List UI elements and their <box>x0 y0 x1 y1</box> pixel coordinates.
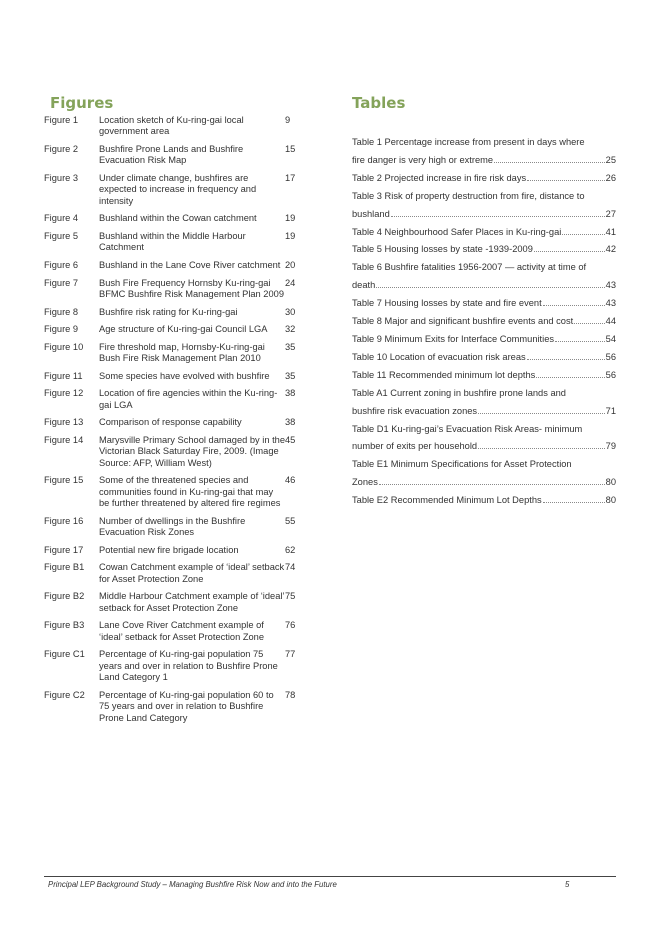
figure-page-number: 75 <box>285 591 296 602</box>
table-title-text: Zones <box>352 477 378 488</box>
table-page-number: 80 <box>605 477 616 488</box>
table-title-text: Table 4 Neighbourhood Safer Places in Ku-ring-gai <box>352 226 562 237</box>
figure-number: Figure 10 <box>44 341 84 352</box>
footer-page-number: 5 <box>565 880 570 889</box>
figure-title: Bushland within the Middle Harbour Catchment <box>99 231 246 253</box>
table-entry-line <box>352 367 616 385</box>
figure-number: Figure 16 <box>44 515 84 526</box>
figure-number: Figure 12 <box>44 388 84 399</box>
dot-leader <box>543 304 605 306</box>
table-page-number: 43 <box>605 298 616 309</box>
table-title-text: Table 1 Percentage increase from present in days where <box>352 137 585 147</box>
figure-title: Fire threshold map, Hornsby-Ku-ring-gai Bush Fire Risk Management Plan 2010 <box>99 341 265 364</box>
table-page-number: 54 <box>605 333 616 344</box>
table-entry-line <box>352 492 616 510</box>
dot-leader <box>527 179 605 181</box>
figure-entry[interactable] <box>44 324 306 335</box>
figure-title: Age structure of Ku-ring-gai Council LGA <box>99 324 268 335</box>
figure-number: Figure 2 <box>44 144 79 154</box>
figure-number: Figure 17 <box>44 544 84 555</box>
table-title-text: bushland <box>352 208 390 219</box>
figure-page-number: 35 <box>285 341 296 352</box>
figure-title: Lane Cove River Catchment example of ‘ideal’ setback for Asset Protection Zone <box>99 620 265 642</box>
table-title-text: fire danger is very high or extreme <box>352 154 494 165</box>
figure-entry[interactable] <box>44 690 306 724</box>
table-entry-line <box>352 331 616 349</box>
table-entry[interactable] <box>352 385 616 421</box>
table-title-text: Table 9 Minimum Exits for Interface Communities <box>352 333 555 344</box>
table-title-text: Table 2 Projected increase in fire risk days <box>352 172 527 183</box>
figure-page-number: 38 <box>285 388 296 399</box>
table-entry-line <box>352 259 616 277</box>
table-page-number: 43 <box>605 280 616 291</box>
table-entry[interactable] <box>352 188 616 224</box>
table-entry[interactable] <box>352 492 616 510</box>
figure-entry[interactable] <box>44 475 306 509</box>
figure-entry[interactable] <box>44 620 306 643</box>
figure-title: Some of the threatened species and communities found in Ku-ring-gai that may be further threatened by altered fire regimes <box>99 475 281 509</box>
table-title-text: Table A1 Current zoning in bushfire prone lands and <box>352 387 566 398</box>
table-page-number: 26 <box>605 172 616 183</box>
figure-title: Percentage of Ku-ring-gai population 75 years and over in relation to Bushfire Prone Land Category 1 <box>99 649 278 683</box>
figure-entry[interactable] <box>44 278 306 301</box>
figures-heading: Figures <box>50 94 114 112</box>
figure-entry[interactable] <box>44 144 306 167</box>
figure-page-number: 76 <box>285 620 296 631</box>
figure-number: Figure 15 <box>44 475 84 486</box>
table-title-text: bushfire risk evacuation zones <box>352 405 478 416</box>
figure-entry[interactable] <box>44 371 306 382</box>
dot-leader <box>391 215 605 217</box>
figure-page-number: 32 <box>285 324 296 335</box>
table-entry-line <box>352 403 616 421</box>
dot-leader <box>478 447 605 449</box>
figure-page-number: 55 <box>285 515 296 526</box>
figure-entry[interactable] <box>44 388 306 411</box>
figure-entry[interactable] <box>44 213 306 224</box>
figure-entry[interactable] <box>44 649 306 683</box>
table-page-number: 41 <box>605 226 616 237</box>
table-entry-line <box>352 456 616 474</box>
table-entry[interactable] <box>352 421 616 457</box>
table-entry-line <box>352 206 616 224</box>
dot-leader <box>494 161 605 163</box>
figure-number: Figure 3 <box>44 173 79 183</box>
figure-page-number: 19 <box>285 213 296 224</box>
figure-entry[interactable] <box>44 231 306 254</box>
table-entry[interactable] <box>352 313 616 331</box>
figure-page-number: 19 <box>285 231 296 241</box>
table-title-text: Table E1 Minimum Specifications for Asset Protection <box>352 459 572 470</box>
figure-number: Figure 14 <box>44 434 84 445</box>
figure-title: Comparison of response capability <box>99 417 242 428</box>
figure-entry[interactable] <box>44 115 306 138</box>
table-page-number: 42 <box>605 244 616 255</box>
figure-page-number: 17 <box>285 173 296 183</box>
table-entry[interactable] <box>352 367 616 385</box>
figure-entry[interactable] <box>44 260 306 271</box>
table-entry-line <box>352 474 616 492</box>
figure-title: Bushfire Prone Lands and Bushfire Evacuation Risk Map <box>99 144 244 166</box>
table-entry-line <box>352 349 616 367</box>
figure-page-number: 30 <box>285 306 296 317</box>
figure-entry[interactable] <box>44 417 306 428</box>
table-entry-line <box>352 277 616 295</box>
table-entry[interactable] <box>352 456 616 492</box>
dot-leader <box>536 376 604 378</box>
figure-number: Figure C2 <box>44 689 85 700</box>
figure-entry[interactable] <box>44 545 306 556</box>
figure-number: Figure 5 <box>44 231 79 241</box>
table-entry[interactable] <box>352 170 616 188</box>
figure-page-number: 15 <box>285 144 296 154</box>
figure-title: Under climate change, bushfires are expected to increase in frequency and intensity <box>99 173 257 206</box>
table-entry-line <box>352 152 616 170</box>
figure-page-number: 77 <box>285 649 296 660</box>
figure-page-number: 35 <box>285 370 296 381</box>
table-entry[interactable] <box>352 295 616 313</box>
figure-number: Figure 1 <box>44 115 79 125</box>
table-page-number: 56 <box>605 369 616 380</box>
figure-title: Bushland within the Cowan catchment <box>99 213 257 224</box>
table-title-text: Table 3 Risk of property destruction from fire, distance to <box>352 190 585 201</box>
table-title-text: number of exits per household <box>352 441 478 452</box>
table-entry[interactable] <box>352 134 616 170</box>
figure-title: Bushland in the Lane Cove River catchment <box>99 260 281 270</box>
figure-page-number: 74 <box>285 562 296 573</box>
table-entry[interactable] <box>352 224 616 242</box>
table-page-number: 56 <box>605 351 616 362</box>
footer-rule <box>44 876 616 877</box>
table-title-text: Table 10 Location of evacuation risk areas <box>352 351 526 362</box>
table-entry-line <box>352 241 616 259</box>
figure-page-number: 9 <box>285 115 291 125</box>
table-entry-line <box>352 295 616 313</box>
tables-heading: Tables <box>352 94 406 112</box>
table-entry[interactable] <box>352 331 616 349</box>
figure-page-number: 46 <box>285 475 296 486</box>
figure-title: Percentage of Ku-ring-gai population 60 to 75 years and over in relation to Bushfire Prone Land Category <box>99 689 274 723</box>
figure-title: Number of dwellings in the Bushfire Evacuation Risk Zones <box>99 515 246 538</box>
dot-leader <box>534 250 605 252</box>
table-entry[interactable] <box>352 349 616 367</box>
figure-entry[interactable] <box>44 516 306 539</box>
dot-leader <box>379 483 605 485</box>
table-title-text: Table 6 Bushfire fatalities 1956-2007 — activity at time of <box>352 262 587 273</box>
table-title-text: Table D1 Ku-ring-gai’s Evacuation Risk Areas- minimum <box>352 423 583 434</box>
figure-title: Location of fire agencies within the Ku-ring-gai LGA <box>99 388 278 410</box>
figure-page-number: 45 <box>285 434 296 445</box>
figure-entry[interactable] <box>44 435 306 469</box>
table-page-number: 27 <box>605 208 616 219</box>
figure-number: Figure C1 <box>44 649 85 660</box>
table-page-number: 71 <box>605 405 616 416</box>
figure-number: Figure B2 <box>44 591 85 602</box>
dot-leader <box>478 412 605 414</box>
figure-entry[interactable] <box>44 342 306 365</box>
table-entry-line <box>352 170 616 188</box>
figure-title: Middle Harbour Catchment example of ‘ideal’ setback for Asset Protection Zone <box>99 591 285 613</box>
table-entry-line <box>352 134 616 152</box>
figure-entry[interactable] <box>44 307 306 318</box>
table-page-number: 80 <box>605 495 616 506</box>
figure-page-number: 62 <box>285 544 296 555</box>
figure-title: Location sketch of Ku-ring-gai local government area <box>99 115 244 137</box>
figure-page-number: 20 <box>285 260 296 270</box>
figure-number: Figure B3 <box>44 620 85 631</box>
table-title-text: Table 7 Housing losses by state and fire event <box>352 298 542 309</box>
figure-entry[interactable] <box>44 173 306 207</box>
dot-leader <box>527 358 605 360</box>
figure-entry[interactable] <box>44 562 306 585</box>
table-title-text: Table E2 Recommended Minimum Lot Depths <box>352 495 542 506</box>
table-entry-line <box>352 385 616 403</box>
figure-number: Figure 9 <box>44 324 79 335</box>
figure-page-number: 38 <box>285 417 296 428</box>
table-entry-line <box>352 224 616 242</box>
figure-number: Figure 8 <box>44 306 79 317</box>
table-title-text: Table 8 Major and significant bushfire events and cost <box>352 316 574 327</box>
figures-list <box>44 115 306 730</box>
figure-title: Bushfire risk rating for Ku-ring-gai <box>99 306 238 317</box>
dot-leader <box>376 286 604 288</box>
table-page-number: 44 <box>605 316 616 327</box>
table-title-text: Table 11 Recommended minimum lot depths <box>352 369 536 380</box>
figure-number: Figure 6 <box>44 260 79 270</box>
figure-number: Figure 7 <box>44 277 79 288</box>
table-entry-line <box>352 421 616 439</box>
table-page-number: 79 <box>605 441 616 452</box>
table-entry-line <box>352 188 616 206</box>
tables-list <box>352 134 616 510</box>
figure-page-number: 24 <box>285 277 296 288</box>
figure-title: Some species have evolved with bushfire <box>99 370 270 381</box>
figure-number: Figure 4 <box>44 213 79 224</box>
figure-title: Potential new fire brigade location <box>99 544 239 555</box>
dot-leader <box>574 322 604 324</box>
dot-leader <box>555 340 605 342</box>
figure-page-number: 78 <box>285 689 296 700</box>
figure-number: Figure 11 <box>44 370 83 381</box>
table-title-text: Table 5 Housing losses by state -1939-2009 <box>352 244 533 255</box>
table-entry[interactable] <box>352 241 616 259</box>
table-entry[interactable] <box>352 259 616 295</box>
table-entry-line <box>352 438 616 456</box>
figure-entry[interactable] <box>44 591 306 614</box>
figure-title: Cowan Catchment example of ‘ideal’ setback for Asset Protection Zone <box>99 562 285 584</box>
table-title-text: death <box>352 280 376 291</box>
figure-number: Figure 13 <box>44 417 84 428</box>
figure-title: Bush Fire Frequency Hornsby Ku-ring-gai BFMC Bushfire Risk Management Plan 2009 <box>99 277 284 299</box>
table-page-number: 25 <box>605 154 616 165</box>
footer-text: Principal LEP Background Study – Managing Bushfire Risk Now and into the Future <box>48 880 337 889</box>
dot-leader <box>543 501 605 503</box>
figure-title: Marysville Primary School damaged by in the Victorian Black Saturday Fire, 2009. (Image Source: AFP, William West) <box>99 434 286 468</box>
table-entry-line <box>352 313 616 331</box>
dot-leader <box>562 233 604 235</box>
figure-number: Figure B1 <box>44 562 85 573</box>
